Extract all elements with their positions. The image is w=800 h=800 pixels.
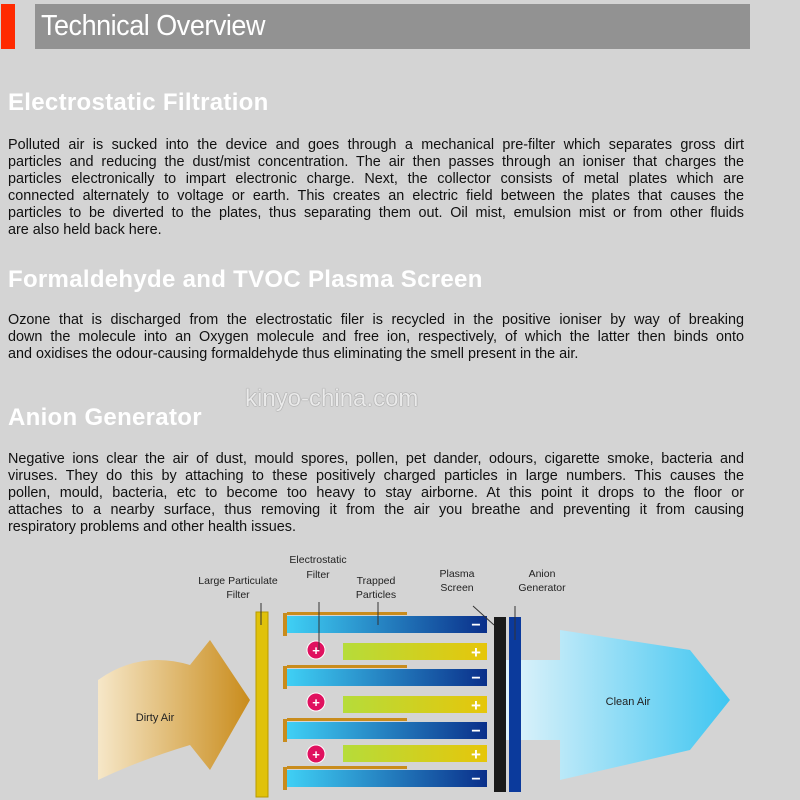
minus-sign: − <box>471 670 481 687</box>
text-line: Polluted air is sucked into the device and goes through a mechanical pre-filter which separates gross dirt <box>8 137 744 153</box>
positive-plate <box>343 696 487 713</box>
header-bar <box>35 4 750 49</box>
svg-text:Electrostatic: Electrostatic <box>289 554 347 566</box>
dirty-air-label: Dirty Air <box>135 712 175 724</box>
text-line: particles to be diverted to the plates, thus separating them out. Oil mist, emulsion mist or from other fluids <box>8 205 744 221</box>
watermark: kinyo-china.com <box>245 385 419 412</box>
section-heading: Formaldehyde and TVOC Plasma Screen <box>8 266 483 293</box>
plus-sign: + <box>471 696 481 715</box>
text-line: attaches to a nearby surface, thus removing it from the air you breathe and preventing it from causing <box>8 502 744 518</box>
plus-sign: + <box>312 747 320 762</box>
negative-plate <box>287 616 487 633</box>
anion-generator <box>509 617 521 792</box>
positive-plates <box>343 643 487 764</box>
text-line: particles and reducing the dust/mist concentration. The air then passes through an ioniser that charges the <box>8 154 744 170</box>
svg-text:Filter: Filter <box>306 569 330 581</box>
text-line: connected alternately to voltage or earth. This creates an electric field between the plates that causes the <box>8 188 744 204</box>
section-paragraph <box>8 137 744 239</box>
svg-text:Filter: Filter <box>226 589 250 601</box>
plasma-screen <box>494 617 506 792</box>
svg-text:Trapped: Trapped <box>356 575 396 587</box>
accent-marker <box>1 4 15 49</box>
dirty-air-arrow <box>98 640 250 780</box>
section-heading: Anion Generator <box>8 404 202 431</box>
text-line: particles electronically to impart electronic charge. Next, the collector consists of metal plates which are <box>8 171 744 187</box>
ionisers <box>307 641 325 763</box>
negative-plate <box>287 669 487 686</box>
minus-sign: − <box>471 771 481 788</box>
text-line: respiratory problems and other health issues. <box>8 519 296 535</box>
positive-plate <box>343 643 487 660</box>
text-line: viruses. They do this by attaching to these positively charged particles in large numbers. This causes the <box>8 468 744 484</box>
negative-plate <box>287 770 487 787</box>
text-line: and oxidises the odour-causing formaldehyde thus eliminating the smell present in the air. <box>8 346 579 362</box>
text-line: Ozone that is discharged from the electrostatic filer is recycled in the positive ioniser by way of breaking <box>8 312 744 328</box>
negative-plate <box>287 722 487 739</box>
air-purifier-diagram <box>0 540 800 800</box>
svg-text:Screen: Screen <box>440 582 474 594</box>
section-paragraph <box>8 451 744 536</box>
plus-sign: + <box>471 643 481 662</box>
plus-sign: + <box>471 745 481 764</box>
text-line: pollen, mould, bacteria, etc to become too heavy to stay airborne. At this point it drops to the floor or <box>8 485 744 501</box>
minus-sign: − <box>471 617 481 634</box>
positive-plate <box>343 745 487 762</box>
text-line: are also held back here. <box>8 222 162 238</box>
svg-text:Anion: Anion <box>528 568 556 580</box>
page-title: Technical Overview <box>41 10 265 42</box>
svg-text:Plasma: Plasma <box>439 568 475 580</box>
plus-sign: + <box>312 643 320 658</box>
minus-sign: − <box>471 723 481 740</box>
svg-text:Large Particulate: Large Particulate <box>198 575 278 587</box>
plus-sign: + <box>312 695 320 710</box>
svg-text:Generator: Generator <box>518 582 566 594</box>
section-paragraph <box>8 312 744 363</box>
section-heading: Electrostatic Filtration <box>8 89 269 116</box>
text-line: down the molecule into an Oxygen molecule and free ion, respectively, of which the latter then binds onto <box>8 329 744 345</box>
text-line: Negative ions clear the air of dust, mould spores, pollen, pet dander, odours, cigarette smoke, bacteria and <box>8 451 744 467</box>
svg-text:Particles: Particles <box>355 589 397 601</box>
clean-air-arrow <box>500 630 730 780</box>
large-particulate-filter <box>256 612 268 797</box>
clean-air-label: Clean Air <box>605 696 651 708</box>
